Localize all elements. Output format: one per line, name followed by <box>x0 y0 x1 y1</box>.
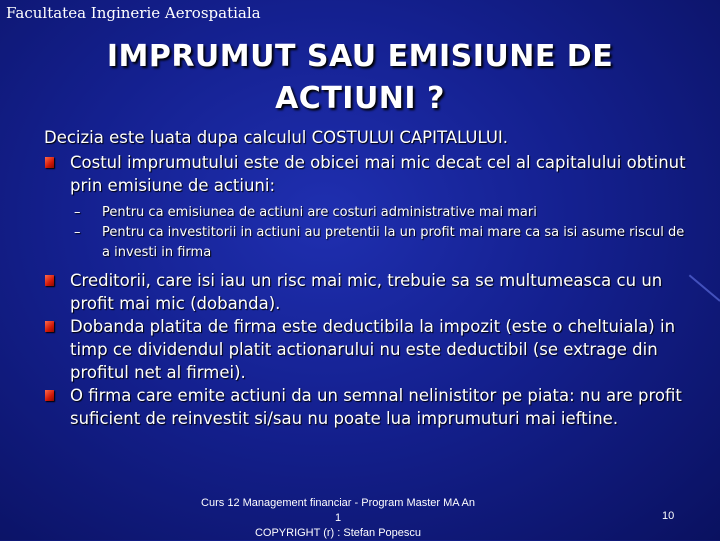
slide-body <box>44 126 694 430</box>
footer <box>198 496 478 541</box>
sub-bullet-item <box>44 223 694 263</box>
footer-copyright: COPYRIGHT (r) : Stefan Popescu <box>254 527 422 539</box>
red-square-bullet-icon <box>45 275 54 286</box>
slide-title-line-1: IMPRUMUT SAU EMISIUNE DE <box>106 39 614 74</box>
bullet-item <box>44 315 694 384</box>
slide-title <box>0 36 720 120</box>
sub-bullet-text: Pentru ca emisiunea de actiuni are costuri administrative mai mari <box>102 205 537 220</box>
footer-course: Curs 12 Management financiar - Program Master MA An 1 <box>201 497 475 524</box>
bullet-item <box>44 269 694 315</box>
dash-icon: – <box>74 205 81 220</box>
bullet-text: Dobanda platita de firma este deductibila la impozit (este o cheltuiala) in timp ce dividendul platit actionarului nu este deductibil (se extrage din profitul net al firmei). <box>70 317 676 382</box>
bullet-item <box>44 151 694 197</box>
dash-icon: – <box>74 225 81 240</box>
bullet-item <box>44 384 694 430</box>
intro-text: Decizia este luata dupa calculul COSTULUI CAPITALULUI. <box>44 128 509 147</box>
institution-header: Facultatea Inginerie Aerospatiala <box>6 4 261 22</box>
sub-bullet-text: Pentru ca investitorii in actiuni au pretentii la un profit mai mare ca sa isi asume riscul de a investi in firma <box>102 225 685 260</box>
bullet-text: Creditorii, care isi iau un risc mai mic, trebuie sa se multumeasca cu un profit mai mic (dobanda). <box>70 271 663 313</box>
bullet-text: O firma care emite actiuni da un semnal nelinistitor pe piata: nu are profit suficient de reinvestit si/sau nu poate lua imprumuturi mai ieftine. <box>70 386 682 428</box>
red-square-bullet-icon <box>45 321 54 332</box>
page-number: 10 <box>662 510 675 522</box>
sub-bullet-list <box>44 203 694 263</box>
bullet-text: Costul imprumutului este de obicei mai mic decat cel al capitalului obtinut prin emisiune de actiuni: <box>70 153 686 195</box>
red-square-bullet-icon <box>45 390 54 401</box>
slide-title-line-2: ACTIUNI ? <box>275 81 445 116</box>
sub-bullet-item <box>44 203 694 223</box>
red-square-bullet-icon <box>45 157 54 168</box>
